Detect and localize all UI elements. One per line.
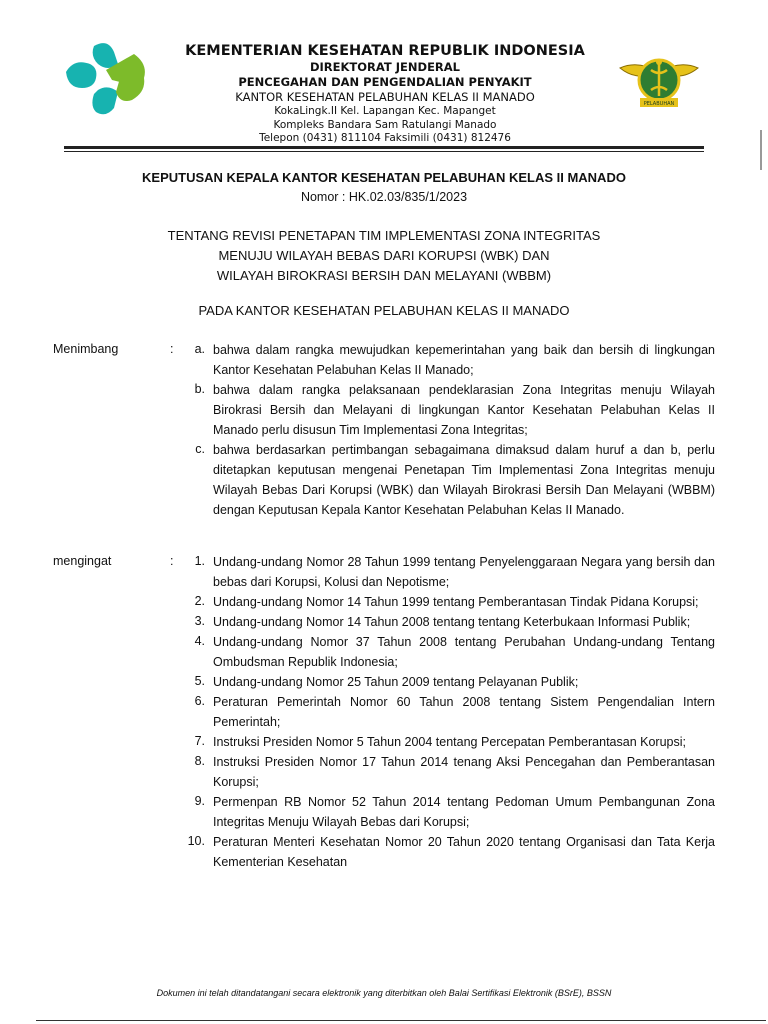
- item-marker: 9.: [194, 794, 205, 808]
- port-health-emblem-icon: [618, 46, 700, 112]
- item-text: Instruksi Presiden Nomor 17 Tahun 2014 tenang Aksi Pencegahan dan Pemberantasan Korupsi;: [213, 755, 715, 789]
- item-marker: 3.: [194, 614, 205, 628]
- mengingat-label: mengingat: [53, 554, 112, 568]
- menimbang-colon: :: [170, 342, 174, 356]
- subject-line-1: TENTANG REVISI PENETAPAN TIM IMPLEMENTASI ZONA INTEGRITAS: [167, 228, 601, 243]
- item-marker: 10.: [187, 834, 205, 848]
- office-name: KANTOR KESEHATAN PELABUHAN KELAS II MANADO: [235, 90, 535, 104]
- mengingat-colon: :: [170, 554, 174, 568]
- list-item: [183, 672, 715, 692]
- item-marker: 4.: [194, 634, 205, 648]
- decision-subject: [0, 226, 768, 286]
- list-item: [183, 692, 715, 732]
- item-text: Undang-undang Nomor 37 Tahun 2008 tentang Perubahan Undang-undang Tentang Ombudsman Republik Indonesia;: [213, 635, 715, 669]
- list-item: [183, 832, 715, 872]
- decision-number: Nomor : HK.02.03/835/1/2023: [300, 190, 468, 204]
- subject-line-3: WILAYAH BIROKRASI BERSIH DAN MELAYANI (WBBM): [216, 268, 552, 283]
- subject-line-2: MENUJU WILAYAH BEBAS DARI KORUPSI (WBK) DAN: [218, 248, 550, 263]
- item-marker: a.: [194, 342, 205, 356]
- letterhead-rule: [64, 146, 704, 149]
- list-item: [183, 732, 715, 752]
- item-text: Instruksi Presiden Nomor 5 Tahun 2004 tentang Percepatan Pemberantasan Korupsi;: [213, 735, 686, 749]
- item-marker: 8.: [194, 754, 205, 768]
- division-name: PENCEGAHAN DAN PENGENDALIAN PENYAKIT: [238, 75, 532, 89]
- item-text: Undang-undang Nomor 14 Tahun 1999 tentang Pemberantasan Tindak Pidana Korupsi;: [213, 595, 699, 609]
- ministry-name: KEMENTERIAN KESEHATAN REPUBLIK INDONESIA: [185, 43, 585, 59]
- kemenkes-logo-icon: [60, 40, 150, 116]
- item-text: bahwa dalam rangka pelaksanaan pendeklarasian Zona Integritas menuju Wilayah Birokrasi Bersih dan Melayani di lingkungan Kantor Kesehatan Pelabuhan Kelas II Manado perlu disusun Tim Implementasi Zona Integritas;: [213, 383, 715, 437]
- address-line-1: KokaLingk.II Kel. Lapangan Kec. Mapanget: [274, 105, 496, 117]
- list-item: [183, 752, 715, 792]
- list-item: [183, 552, 715, 592]
- emblem-banner-text: PELABUHAN: [643, 101, 675, 107]
- menimbang-label: Menimbang: [53, 342, 119, 356]
- list-item: [183, 340, 715, 380]
- decision-title: KEPUTUSAN KEPALA KANTOR KESEHATAN PELABUHAN KELAS II MANADO: [142, 170, 626, 185]
- item-marker: 2.: [194, 594, 205, 608]
- item-text: Peraturan Pemerintah Nomor 60 Tahun 2008 tentang Sistem Pengendalian Intern Pemerintah;: [213, 695, 715, 729]
- list-item: [183, 792, 715, 832]
- list-item: [183, 440, 715, 520]
- esign-footer-note: Dokumen ini telah ditandatangani secara elektronik yang diterbitkan oleh Balai Sertifikasi Elektronik (BSrE), BSSN: [156, 988, 612, 998]
- list-item: [183, 380, 715, 440]
- address-line-2: Kompleks Bandara Sam Ratulangi Manado: [273, 118, 497, 131]
- mengingat-list: [183, 552, 715, 872]
- item-marker: c.: [195, 442, 205, 456]
- directorate-name: DIREKTORAT JENDERAL: [309, 60, 461, 74]
- decision-location: PADA KANTOR KESEHATAN PELABUHAN KELAS II MANADO: [198, 303, 570, 318]
- letterhead-rule-thin: [64, 151, 704, 152]
- list-item: [183, 612, 715, 632]
- item-text: Undang-undang Nomor 28 Tahun 1999 tentang Penyelenggaraan Negara yang bersih dan bebas dari Korupsi, Kolusi dan Nepotisme;: [213, 555, 715, 589]
- item-text: bahwa berdasarkan pertimbangan sebagaimana dimaksud dalam huruf a dan b, perlu ditetapkan keputusan mengenai Penetapan Tim Implementasi Zona Integritas menuju Wilayah Bebas Dari Korupsi (WBK) dan Wilayah Birokrasi Bersih Dan Melayani (WBBM) dengan Keputusan Kepala Kantor Kesehatan Pelabuhan Kelas II Manado.: [213, 443, 715, 517]
- menimbang-list: [183, 340, 715, 520]
- item-text: bahwa dalam rangka mewujudkan kepemerintahan yang baik dan bersih di lingkungan Kantor Kesehatan Pelabuhan Kelas II Manado;: [213, 343, 715, 377]
- item-marker: 1.: [194, 554, 205, 568]
- item-marker: 6.: [194, 694, 205, 708]
- item-marker: 5.: [194, 674, 205, 688]
- page-edge-mark: [760, 130, 762, 170]
- item-marker: b.: [194, 382, 205, 396]
- footer-rule: [36, 1020, 766, 1021]
- phone-line: Telepon (0431) 811104 Faksimili (0431) 812476: [259, 132, 511, 144]
- item-marker: 7.: [194, 734, 205, 748]
- list-item: [183, 592, 715, 612]
- list-item: [183, 632, 715, 672]
- item-text: Peraturan Menteri Kesehatan Nomor 20 Tahun 2020 tentang Organisasi dan Tata Kerja Kementerian Kesehatan: [213, 835, 715, 869]
- letterhead: [0, 0, 768, 160]
- item-text: Undang-undang Nomor 14 Tahun 2008 tentang tentang Keterbukaan Informasi Publik;: [213, 615, 691, 629]
- item-text: Permenpan RB Nomor 52 Tahun 2014 tentang Pedoman Umum Pembangunan Zona Integritas Menuju Wilayah Bebas dari Korupsi;: [213, 795, 715, 829]
- item-text: Undang-undang Nomor 25 Tahun 2009 tentang Pelayanan Publik;: [213, 675, 579, 689]
